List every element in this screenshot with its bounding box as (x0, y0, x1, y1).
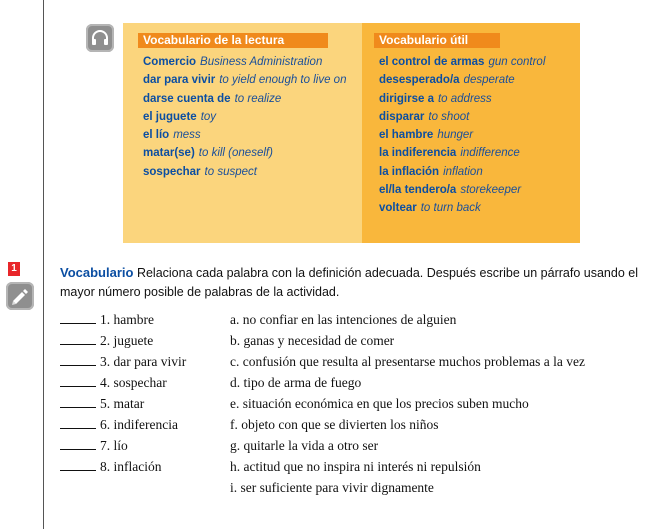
vocab-term: el hambre (379, 129, 434, 142)
vocabulary-box (123, 23, 580, 243)
vocab-term: dar para vivir (143, 74, 216, 87)
vocab-item (379, 108, 545, 126)
word-item (60, 372, 186, 393)
vocab-item (379, 144, 545, 162)
vocab-gloss: to turn back (420, 202, 481, 215)
exercise-title: Vocabulario (60, 265, 134, 280)
instructions-text: Relaciona cada palabra con la definición adecuada. Después escribe un párrafo usando el mayor número posible de palabras de la actividad. (60, 266, 638, 299)
exercise-number-badge: 1 (8, 262, 20, 276)
answer-blank[interactable] (60, 331, 96, 345)
vocab-term: el lío (143, 129, 170, 142)
word-item (60, 330, 186, 351)
vocab-item (379, 90, 545, 108)
vocab-gloss: Business Administration (200, 56, 323, 68)
word-item (60, 435, 186, 456)
vocab-term: disparar (379, 110, 425, 123)
vocab-item (143, 71, 346, 89)
vocab-term: darse cuenta de (143, 92, 231, 105)
margin-rule (43, 0, 44, 529)
vocab-item (143, 163, 346, 181)
vocab-gloss: storekeeper (460, 184, 522, 197)
vocab-gloss: indifference (460, 147, 520, 160)
vocab-term: Comercio (143, 56, 197, 68)
definition-item: d. tipo de arma de fuego (230, 375, 362, 390)
vocab-gloss: to yield enough to live on (219, 74, 347, 87)
vocab-gloss: desperate (463, 74, 515, 87)
word-text: 2. juguete (100, 333, 154, 348)
useful-vocab-column (362, 23, 580, 243)
vocab-term: la inflación (379, 165, 440, 178)
vocab-term: el juguete (143, 110, 197, 123)
vocab-gloss: to realize (234, 92, 282, 105)
vocab-item (379, 126, 545, 144)
definition-list (230, 309, 585, 498)
answer-blank[interactable] (60, 352, 96, 366)
vocab-gloss: toy (200, 110, 217, 123)
vocab-gloss: to shoot (428, 110, 470, 123)
answer-blank[interactable] (60, 310, 96, 324)
word-text: 3. dar para vivir (100, 354, 187, 369)
vocab-term: la indiferencia (379, 147, 457, 160)
vocab-item (143, 144, 346, 162)
vocab-term: voltear (379, 202, 417, 215)
word-item (60, 393, 186, 414)
vocab-item (379, 71, 545, 89)
vocab-term: el control de armas (379, 56, 485, 68)
answer-blank[interactable] (60, 457, 96, 471)
useful-vocab-list (379, 53, 545, 218)
answer-blank[interactable] (60, 415, 96, 429)
headphones-icon[interactable] (86, 24, 114, 52)
word-list (60, 309, 186, 477)
exercise-instructions (60, 263, 640, 302)
vocab-gloss: inflation (443, 165, 483, 178)
vocab-gloss: hunger (437, 129, 474, 142)
definition-item: f. objeto con que se divierten los niños (230, 417, 439, 432)
vocab-item (379, 163, 545, 181)
vocab-item (143, 53, 346, 71)
vocab-item (143, 90, 346, 108)
vocab-term: matar(se) (143, 147, 195, 160)
vocab-term: sospechar (143, 165, 201, 178)
reading-vocab-list (143, 53, 346, 181)
definition-item: a. no confiar en las intenciones de alguien (230, 312, 457, 327)
useful-vocab-header: Vocabulario útil (374, 33, 500, 48)
vocab-term: el/la tendero/a (379, 184, 457, 197)
definition-item: c. confusión que resulta al presentarse muchos problemas a la vez (230, 354, 585, 369)
word-text: 7. lío (100, 438, 128, 453)
word-text: 6. indiferencia (100, 417, 178, 432)
pencil-icon[interactable] (6, 282, 34, 310)
word-text: 8. inflación (100, 459, 162, 474)
vocab-item (379, 181, 545, 199)
vocab-gloss: mess (173, 129, 201, 142)
word-item (60, 456, 186, 477)
definition-item: b. ganas y necesidad de comer (230, 333, 395, 348)
definition-item: e. situación económica en que los precios suben mucho (230, 396, 529, 411)
answer-blank[interactable] (60, 436, 96, 450)
word-item (60, 351, 186, 372)
reading-vocab-header: Vocabulario de la lectura (138, 33, 328, 48)
answer-blank[interactable] (60, 394, 96, 408)
vocab-item (143, 108, 346, 126)
word-item (60, 309, 186, 330)
word-item (60, 414, 186, 435)
definition-item: g. quitarle la vida a otro ser (230, 438, 379, 453)
vocab-gloss: to suspect (204, 165, 257, 178)
word-text: 5. matar (100, 396, 145, 411)
vocab-gloss: gun control (488, 56, 546, 68)
word-text: 1. hambre (100, 312, 154, 327)
word-text: 4. sospechar (100, 375, 167, 390)
vocab-term: desesperado/a (379, 74, 460, 87)
vocab-item (143, 126, 346, 144)
definition-item: i. ser suficiente para vivir dignamente (230, 480, 434, 495)
vocab-term: dirigirse a (379, 92, 434, 105)
vocab-gloss: to kill (oneself) (198, 147, 273, 160)
answer-blank[interactable] (60, 373, 96, 387)
reading-vocab-column (123, 23, 362, 243)
vocab-gloss: to address (437, 92, 492, 105)
vocab-item (379, 199, 545, 217)
definition-item: h. actitud que no inspira ni interés ni repulsión (230, 459, 481, 474)
vocab-item (379, 53, 545, 71)
